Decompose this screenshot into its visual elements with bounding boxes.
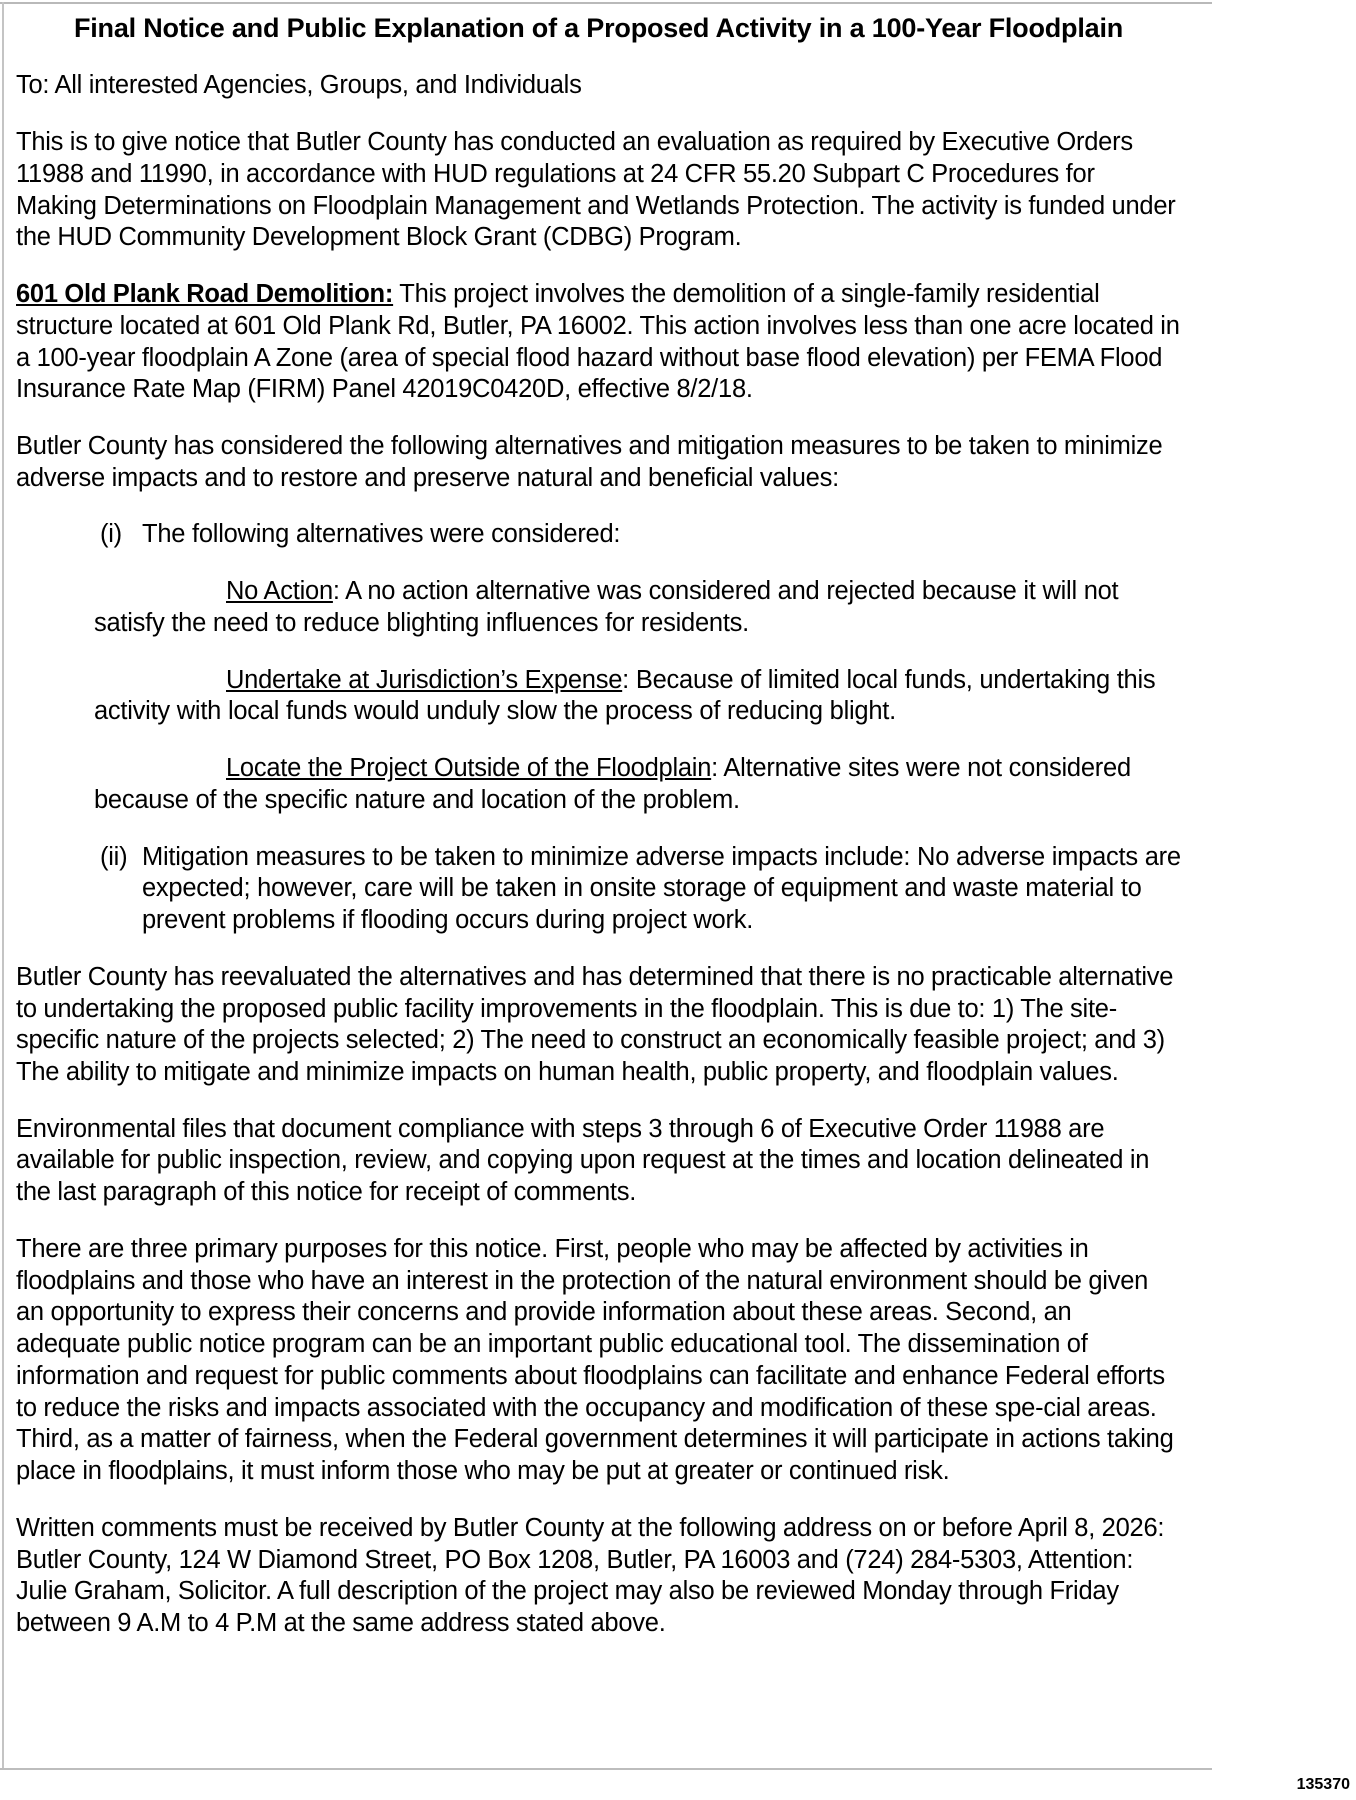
page-border-top [0, 2, 1212, 4]
list-item-roman-ii [16, 842, 1181, 937]
environmental-files-paragraph: Environmental files that document compliance with steps 3 through 6 of Executive Order 11988 are available for public inspection, review, and copying upon request at the times and location delineated in the last paragraph of this notice for receipt of comments. [16, 1114, 1150, 1207]
page-border-left [2, 2, 4, 1768]
roman-marker-i: (i) [100, 520, 122, 549]
alternative-jurisdiction-expense [16, 665, 1181, 728]
alternative-label-locate-outside-floodplain: Locate the Project Outside of the Floodplain [226, 754, 712, 783]
alternative-text-jurisdiction-expense: : Because of limited local funds, undertaking this activity with local funds would unduly slow the process of reducing blight. [94, 665, 1156, 726]
alternatives-intro-paragraph: Butler County has considered the following alternatives and mitigation measures to be taken to minimize adverse impacts and to restore and preserve natural and beneficial values: [16, 432, 1163, 492]
page-border-bottom [0, 1768, 1212, 1770]
alternative-locate-outside-floodplain [16, 753, 1181, 816]
alternative-text-locate-outside-floodplain: : Alternative sites were not considered because of the specific nature and location of the problem. [94, 754, 1131, 814]
alternative-no-action [16, 576, 1181, 639]
addressee-line: To: All interested Agencies, Groups, and Individuals [16, 71, 582, 100]
project-description: This project involves the demolition of a single-family residential structure located at 601 Old Plank Rd, Butler, PA 16002. This action involves less than one acre located in a 100-year floodplain A Zone (area of special flood hazard without base flood elevation) per FEMA Flood Insurance Rate Map (FIRM) Panel 42019C0420D, effective 8/2/18. [16, 280, 1180, 404]
purposes-paragraph: There are three primary purposes for this notice. First, people who may be affected by activities in floodplains and those who have an interest in the protection of the natural environment should be given an opportunity to express their concerns and provide information about these areas. Second, an adequate public notice program can be an important public educational tool. The dissemination of information and request for public comments about floodplains can facilitate and enhance Federal efforts to reduce the risks and impacts associated with the occupancy and modification of these spe-cial areas. Third, as a matter of fairness, when the Federal government determines it will participate in actions taking place in floodplains, it must inform those who may be put at greater or continued risk. [16, 1234, 1174, 1486]
footer-document-number: 135370 [1296, 1776, 1350, 1793]
list-item-roman-i [16, 519, 1181, 551]
document-content [16, 12, 1181, 1640]
intro-paragraph: This is to give notice that Butler County has conducted an evaluation as required by Executive Orders 11988 and 11990, in accordance with HUD regulations at 24 CFR 55.20 Subpart C Procedures for Making Determinations on Floodplain Management and Wetlands Protection. The activity is funded under the HUD Community Development Block Grant (CDBG) Program. [16, 128, 1176, 252]
comments-paragraph: Written comments must be received by Butler County at the following address on or before April 8, 2026: Butler County, 124 W Diamond Street, PO Box 1208, Butler, PA 16003 and (724) 284-5303, Attention: Julie Graham, Solicitor. A full description of the project may also be reviewed Monday through Friday between 9 A.M to 4 P.M at the same address stated above. [16, 1513, 1165, 1638]
reevaluation-paragraph: Butler County has reevaluated the alternatives and has determined that there is no practicable alternative to undertaking the proposed public facility improvements in the floodplain. This is due to: 1) The site-specific nature of the projects selected; 2) The need to construct an economically feasible project; and 3) The ability to mitigate and minimize impacts on human health, public property, and floodplain values. [16, 962, 1174, 1087]
project-heading: 601 Old Plank Road Demolition: [16, 280, 394, 309]
roman-marker-ii: (ii) [100, 842, 128, 871]
project-paragraph [16, 279, 1181, 406]
roman-text-i: The following alternatives were considered: [142, 520, 621, 549]
page-title: Final Notice and Public Explanation of a Proposed Activity in a 100-Year Floodplain [73, 13, 1124, 43]
roman-text-ii: Mitigation measures to be taken to minimize adverse impacts include: No adverse impacts are expected; however, care will be taken in onsite storage of equipment and waste material to prevent problems if flooding occurs during project work. [142, 842, 1181, 935]
alternative-text-no-action: : A no action alternative was considered and rejected because it will not satisfy the need to reduce blighting influences for residents. [94, 577, 1119, 637]
alternative-label-jurisdiction-expense: Undertake at Jurisdiction’s Expense [226, 665, 623, 694]
alternative-label-no-action: No Action [226, 577, 333, 606]
